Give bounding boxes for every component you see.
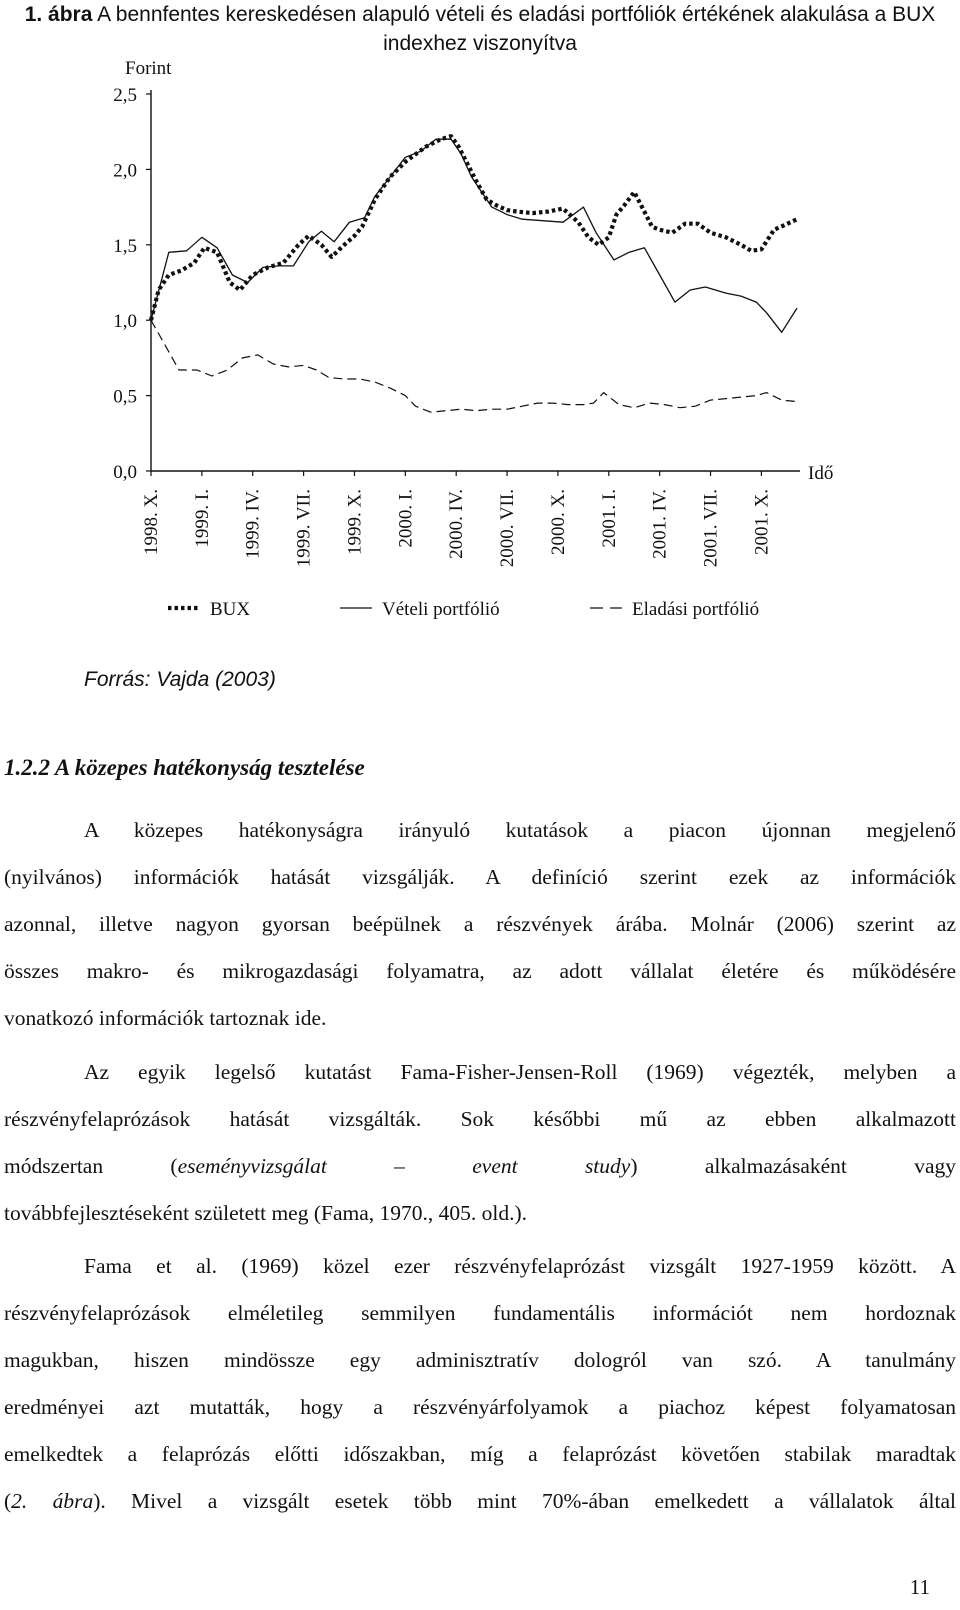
paragraph-line: összes makro- és mikrogazdasági folyamatra, az adott vállalat életére és működésére: [4, 959, 956, 983]
figure-source: Forrás: Vajda (2003): [84, 668, 276, 691]
paragraph-line: módszertan (eseményvizsgálat – event study) alkalmazásaként vagy: [4, 1154, 956, 1178]
paragraph-line: (2. ábra). Mivel a vizsgált esetek több mint 70%-ában emelkedett a vállalatok által: [4, 1489, 956, 1513]
paragraph-line: Az egyik legelső kutatást Fama-Fisher-Jensen-Roll (1969) végezték, melyben a: [84, 1060, 956, 1084]
y-axis-label: Forint: [125, 58, 172, 79]
paragraph-line: vonatkozó információk tartoznak ide.: [4, 1006, 327, 1030]
paragraph-line: továbbfejlesztéseként született meg (Fama, 1970., 405. old.).: [4, 1201, 528, 1225]
x-tick-label: 2000. X.: [547, 489, 569, 555]
series-layer: [151, 136, 797, 412]
paragraph-line: Fama et al. (1969) közel ezer részvényfelaprózást vizsgált 1927-1959 között. A: [84, 1254, 956, 1278]
x-tick-label: 1998. X.: [141, 489, 162, 555]
series-line-v-teli-portf-li-: [151, 139, 797, 332]
paragraph-line: emelkedtek a felaprózás előtti időszakban, míg a felaprózást követően stabilak maradtak: [4, 1442, 956, 1466]
chart-legend: [168, 599, 759, 620]
x-tick-label: 2000. I.: [395, 489, 417, 548]
y-tick-label: 1,0: [113, 311, 137, 333]
paragraph-1: [4, 807, 956, 1042]
paragraph-line: eredményei azt mutatták, hogy a részvényárfolyamok a piachoz képest folyamatosan: [4, 1395, 956, 1419]
paragraph-line: magukban, hiszen mindössze egy adminisztratív dologról van szó. A tanulmány: [4, 1348, 956, 1372]
x-tick-label: 1999. I.: [191, 489, 213, 548]
page-number: 11: [909, 1575, 930, 1599]
x-tick-label: 1999. IV.: [242, 489, 264, 559]
x-axis-label: Idő: [808, 463, 834, 484]
italic-term: eseményvizsgálat – event study: [177, 1154, 631, 1178]
section-heading: 1.2.2 A közepes hatékonyság tesztelése: [4, 755, 365, 780]
y-tick-label: 2,0: [113, 160, 137, 182]
x-tick-label: 2000. IV.: [446, 489, 468, 559]
y-tick-label: 2,5: [113, 85, 137, 106]
paragraph-line: részvényfelaprózások hatását vizsgálták. Sok későbbi mű az ebben alkalmazott: [4, 1107, 956, 1131]
paragraph-line: azonnal, illetve nagyon gyorsan beépülnek a részvények árába. Molnár (2006) szerint az: [4, 912, 956, 936]
italic-ref: 2. ábra: [11, 1489, 94, 1513]
paragraph-line: részvényfelaprózások elméletileg semmilyen fundamentális információt nem hordoznak: [4, 1301, 956, 1325]
figure-caption-label: 1. ábra: [24, 3, 93, 26]
x-tick-label: 2001. X.: [751, 489, 773, 555]
y-tick-label: 0,0: [113, 462, 137, 483]
chart-axes: [113, 85, 800, 567]
y-tick-label: 1,5: [113, 235, 137, 257]
line-chart: [0, 50, 960, 640]
x-tick-label: 1999. VII.: [293, 489, 315, 568]
x-tick-label: 1999. X.: [344, 489, 366, 555]
x-tick-label: 2001. VII.: [700, 489, 722, 568]
series-line-bux: [151, 136, 797, 320]
paragraph-2: [4, 1049, 956, 1237]
paragraph-3: [4, 1243, 956, 1525]
y-tick-label: 0,5: [113, 386, 137, 408]
legend-label: Vételi portfólió: [382, 599, 500, 620]
paragraph-line: (nyilvános) információk hatását vizsgálják. A definíció szerint ezek az információk: [4, 865, 956, 889]
x-tick-label: 2001. IV.: [649, 489, 671, 559]
figure-caption-text: A bennfentes kereskedésen alapuló vételi és eladási portfóliók értékének alakulása a BUX indexhez viszonyítva: [97, 3, 936, 55]
paragraph-line: A közepes hatékonyságra irányuló kutatások a piacon újonnan megjelenő: [84, 818, 956, 842]
x-tick-label: 2000. VII.: [497, 489, 519, 568]
x-tick-label: 2001. I.: [598, 489, 620, 548]
legend-label: BUX: [210, 599, 251, 620]
series-line-elad-si-portf-li-: [151, 320, 797, 412]
legend-label: Eladási portfólió: [632, 599, 760, 620]
